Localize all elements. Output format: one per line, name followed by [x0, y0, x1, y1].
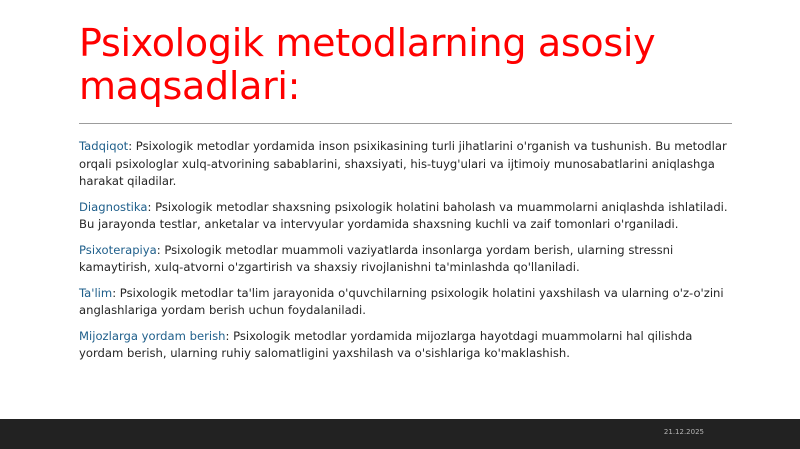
slide-body [79, 138, 734, 371]
list-item-talim [79, 285, 734, 320]
list-item-diagnostika [79, 199, 734, 234]
title-divider [79, 123, 732, 124]
item-text: : Psixologik metodlar muammoli vaziyatlarda insonlarga yordam berish, ularning stressni kamaytirish, xulq-atvorni o'zgartirish va shaxsiy rivojlanishni ta'minlashda qo'llaniladi. [79, 242, 674, 274]
item-text: : Psixologik metodlar ta'lim jarayonida o'quvchilarning psixologik holatini yaxshilash va ularning o'z-o'zini anglashlariga yordam berish uchun foydalaniladi. [79, 285, 724, 317]
list-item-mijozlarga [79, 328, 734, 363]
item-term: Ta'lim [79, 285, 113, 300]
list-item-psixoterapiya [79, 242, 734, 277]
item-text: : Psixologik metodlar shaxsning psixologik holatini baholash va muammolarni aniqlashda ishlatiladi. Bu jarayonda testlar, anketalar va intervyular yordamida shaxsning kuchli va zaif tomonlari o'rganiladi. [79, 199, 728, 231]
footer-bar [0, 419, 800, 449]
item-term: Mijozlarga yordam berish [79, 328, 226, 343]
item-term: Tadqiqot [79, 139, 129, 153]
slide-date: 21.12.2025 [663, 428, 704, 436]
item-term: Diagnostika [79, 199, 148, 214]
list-item-tadqiqot [79, 138, 734, 191]
slide-title: Psixologik metodlarning asosiy maqsadlari: [79, 21, 656, 108]
item-text: : Psixologik metodlar yordamida inson psixikasining turli jihatlarini o'rganish va tushunish. Bu metodlar orqali psixologlar xulq-atvorining sabablarini, shaxsiyati, his-tuyg'ulari va ijtimoiy munosabatlarini aniqlashga harakat qiladilar. [79, 139, 727, 188]
item-text: : Psixologik metodlar yordamida mijozlarga hayotdagi muammolarni hal qilishda yordam berish, ularning ruhiy salomatligini yaxshilash va o'sishlariga ko'maklashish. [79, 328, 693, 360]
item-term: Psixoterapiya [79, 242, 157, 257]
